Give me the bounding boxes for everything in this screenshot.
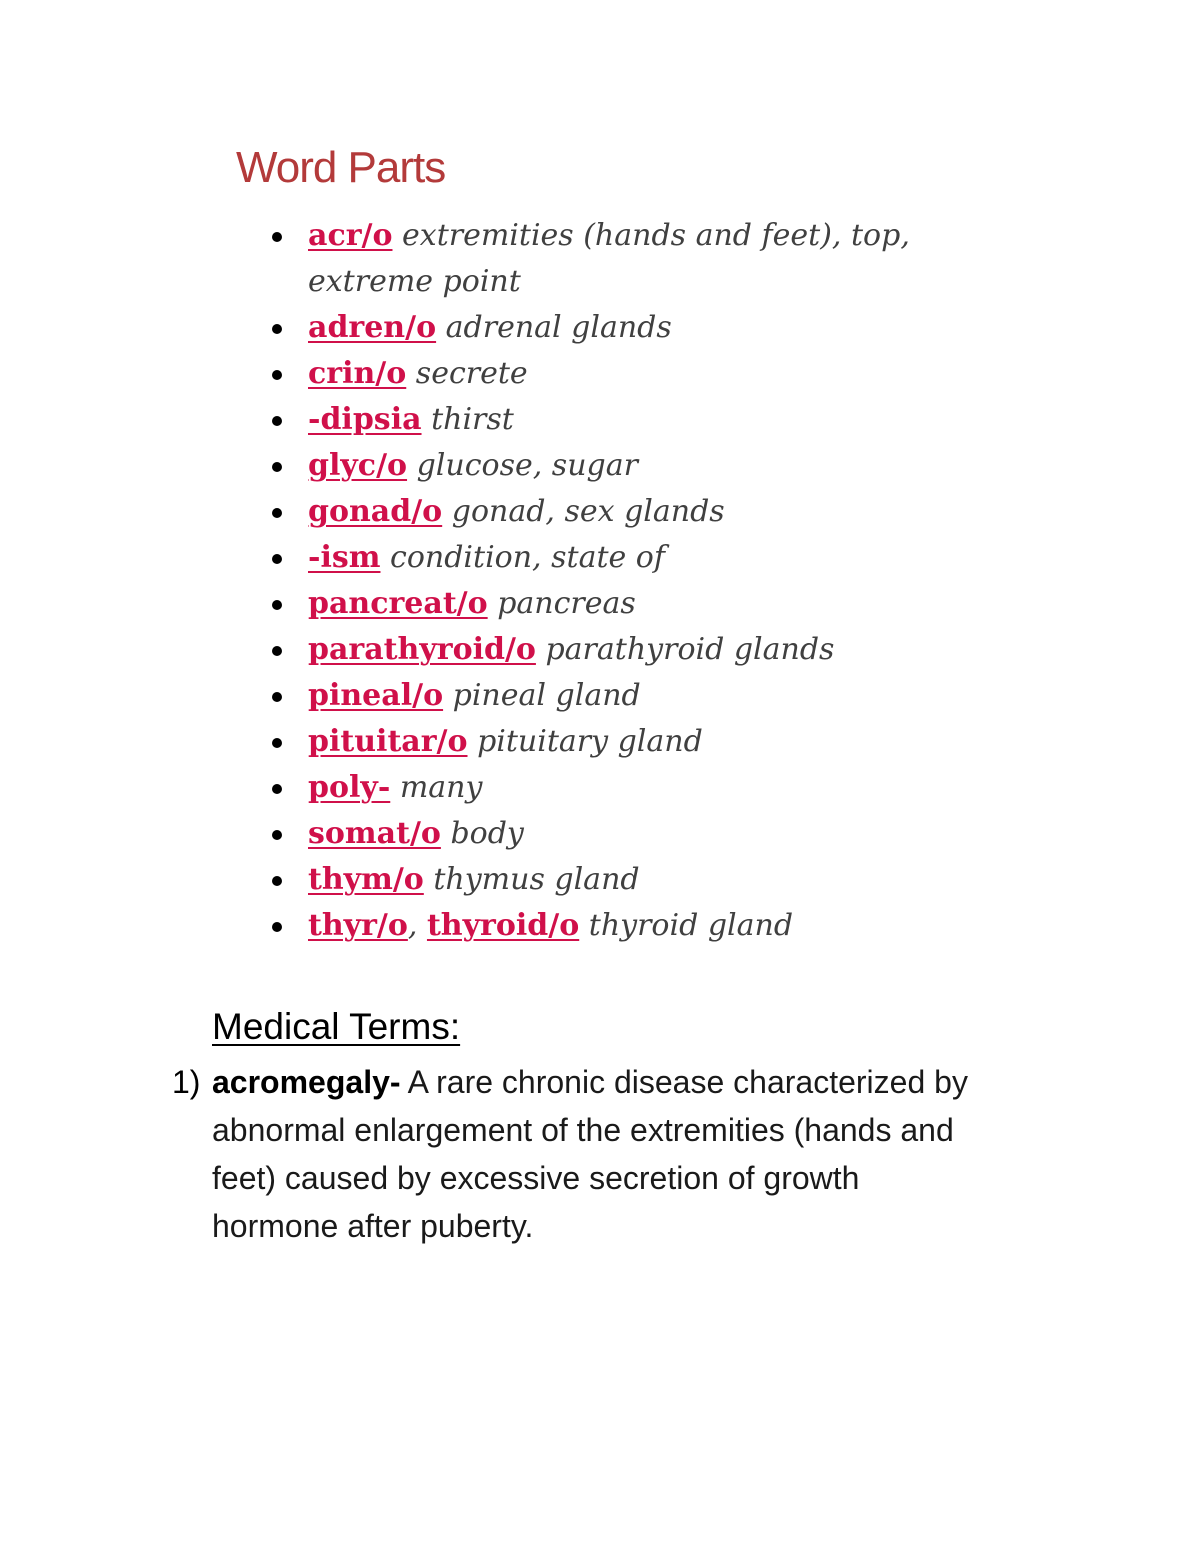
word-part-item: [270, 351, 990, 397]
word-part-item: [270, 443, 990, 489]
word-part-term: somat/o: [308, 816, 441, 851]
word-part-term: acr/o: [308, 218, 393, 253]
bullet-icon: [272, 462, 282, 472]
word-part-term: pituitar/o: [308, 724, 468, 759]
word-part-definition: many: [399, 770, 483, 805]
bullet-icon: [272, 324, 282, 334]
word-part-definition: glucose, sugar: [416, 448, 638, 483]
medical-term-number: 1): [172, 1064, 201, 1100]
word-part-term: pancreat/o: [308, 586, 488, 621]
word-part-item: [270, 857, 990, 903]
bullet-icon: [272, 738, 282, 748]
word-part-item: [270, 765, 990, 811]
word-part-item: [270, 719, 990, 765]
bullet-icon: [272, 554, 282, 564]
bullet-icon: [272, 922, 282, 932]
word-part-item: [270, 673, 990, 719]
bullet-icon: [272, 876, 282, 886]
word-parts-list: [270, 213, 990, 949]
word-part-definition: parathyroid glands: [545, 632, 835, 667]
word-part-definition: gonad, sex glands: [451, 494, 725, 529]
word-part-item: [270, 627, 990, 673]
word-part-definition: secrete: [415, 356, 528, 391]
bullet-icon: [272, 370, 282, 380]
word-part-definition: extremities (hands and feet), top, extreme point: [308, 218, 910, 299]
word-part-term: -dipsia: [308, 402, 422, 437]
word-part-definition: thymus gland: [433, 862, 640, 897]
word-part-term: -ism: [308, 540, 381, 575]
word-part-term: thyr/o: [308, 908, 408, 943]
word-part-definition: adrenal glands: [445, 310, 672, 345]
word-part-term: poly-: [308, 770, 391, 805]
bullet-icon: [272, 508, 282, 518]
word-part-term: crin/o: [308, 356, 407, 391]
word-part-item: [270, 811, 990, 857]
word-part-item: [270, 489, 990, 535]
word-part-definition: condition, state of: [390, 540, 665, 575]
word-part-definition: thyroid gland: [588, 908, 794, 943]
bullet-icon: [272, 232, 282, 242]
bullet-icon: [272, 416, 282, 426]
word-part-definition: pituitary gland: [477, 724, 703, 759]
word-parts-heading: Word Parts: [236, 143, 446, 192]
word-part-definition: body: [450, 816, 524, 851]
word-part-item: thyr/o, thyroid/o thyroid gland: [270, 903, 990, 949]
medical-term-name: acromegaly-: [212, 1064, 401, 1100]
word-part-term: thym/o: [308, 862, 424, 897]
word-part-definition: pineal gland: [452, 678, 641, 713]
word-part-term: adren/o: [308, 310, 437, 345]
bullet-icon: [272, 692, 282, 702]
medical-term-definition: A rare chronic disease characterized by abnormal enlargement of the extremities (hands and feet) caused by excessive secretion of growth hormone after puberty.: [212, 1064, 968, 1244]
word-part-definition: thirst: [431, 402, 514, 437]
word-part-item: [270, 581, 990, 627]
medical-term-entry: [212, 1058, 972, 1250]
word-part-item: [270, 305, 990, 351]
bullet-icon: [272, 646, 282, 656]
medical-terms-heading: Medical Terms:: [212, 1006, 461, 1047]
word-part-term: parathyroid/o: [308, 632, 536, 667]
word-part-item: [270, 397, 990, 443]
bullet-icon: [272, 830, 282, 840]
word-part-term: thyroid/o: [426, 908, 580, 943]
bullet-icon: [272, 784, 282, 794]
word-part-term: pineal/o: [308, 678, 444, 713]
word-part-term: gonad/o: [308, 494, 443, 529]
word-part-item: [270, 213, 990, 305]
word-part-item: [270, 535, 990, 581]
bullet-icon: [272, 600, 282, 610]
word-part-definition: pancreas: [497, 586, 636, 621]
word-part-term: glyc/o: [308, 448, 408, 483]
